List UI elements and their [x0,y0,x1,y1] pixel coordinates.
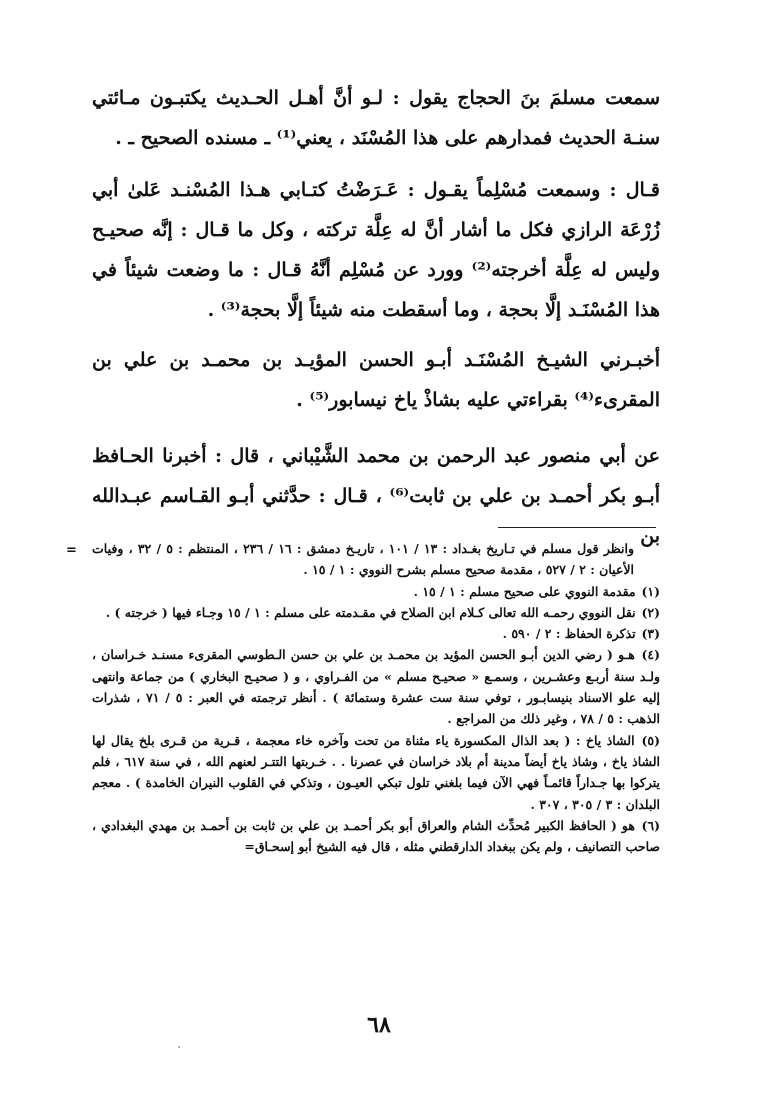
main-paragraph-3: أخبـرني الشيـخ المُسْنَـد أبـو الحسن المؤيـد بن محمـد بن علي بن المقرىء⁽⁴⁾ بقراءتي عليه بشاذْ ياخ نيسابور⁽⁵⁾ . [92,349,660,411]
footnote-continuation-text: وانظر قول مسلم في تـاريخ بغـداد : ١٣ / ١٠١ ، تاريـخ دمشق : ١٦ / ٢٣٦ ، المنتظم : ٥ / ٣٢ ، وفيات الأعيان : ٢ / ٥٢٧ ، مقدمة صحيح مسلم بشرح النووي : ١ / ١٥ . [92,541,634,578]
footnote-1 [92,581,660,602]
footnote-3 [92,623,660,644]
continuation-mark: = [66,543,77,558]
main-paragraph-1: سمعت مسلمَ بنَ الحجاج يقول : لـو أنَّ أهـل الحـديث يكتبـون مـائتي سنـة الحديث فمدارهم على هذا المُسْنَد ، يعني⁽¹⁾ ـ مسنده الصحيح ـ . [92,87,660,149]
footnotes [66,538,661,857]
footnote-number: (٢) [641,604,660,620]
footnote-text: هـو ( رضي الدين أبـو الحسن المؤيد بن محمـد بن علي بن حسن الـطوسي المقرىء مسنـد خـراسان ، ولـد سنة أربـع وعشـرين ، وسمـع « صحيـح مسلم » من الفـراوي ، و ( صحيـح البخاري ) من جماعة وانتهى إليه علو الاسناد بنيسابـور ، توفي سنة ست عشرة وستمائة ) . أنظر ترجمته في العبر : ٥ / ٧١ ، شذرات الذهب : ٥ / ٧٨ ، وغير ذلك من المراجع . [92,647,660,727]
page-number: ٦٨ [367,1012,391,1038]
footnote-text: نقل النووي رحمـه الله تعالى كـلام ابن الصلاح في مقـدمته على مسلم : ١ / ١٥ وجـاء فيها ( خرجته ) . [105,604,636,620]
footnote-number: (٣) [641,626,660,642]
footnote-5 [92,730,660,815]
footnote-number: (٤) [641,647,660,663]
footnote-text: هو ( الحافظ الكبير مُحدِّث الشام والعراق أبو بكر أحمـد بن علي بن ثابت بن أحمـد بن مهدي البغدادي ، صاحب التصانيف ، ولم يكن ببغداد الدارقطني مثله ، قال فيه الشيخ أبو إسحـاق= [92,817,660,855]
footnote-continuation [66,538,660,581]
footnote-text: تذكرة الحفاظ : ٢ / ٥٩٠ . [502,626,636,642]
footnote-number: (٥) [641,732,661,748]
footnote-6 [92,815,660,858]
footnote-text: مقدمة النووي على صحيح مسلم : ١ / ١٥ . [413,583,636,599]
footnote-2 [92,602,660,623]
footnote-number: (٦) [641,817,660,833]
footnote-4 [92,644,660,729]
footnote-number: (١) [641,583,660,599]
footnote-separator [498,527,656,528]
scan-speck [178,1046,180,1048]
footnote-text: الشاذ ياخ : ( بعد الذال المكسورة ياء مثناة من تحت وآخره خاء معجمة ، قـرية من قـرى بلخ يقال لها الشاذ ياخ ، وشاذ ياخ أيضاً مدينة أم بلاد خراسان في عصرنا . . خـربتها التتـر لعنهم الله ، في سنة ٦١٧ ، فلم يتركوا بها جـداراً قائمـاً فهي الآن فيما بلغني تلول تبكي العيـون ، وتذكي في القلوب النيران الخامدة ) . معجم البلدان : ٣ / ٣٠٥ ، ٣٠٧ . [92,732,660,812]
main-paragraph-4: عن أبي منصور عبد الرحمن بن محمد الشَّيْباني ، قال : أخبرنا الحـافظ أبـو بكر أحمـد بن علي بن ثابت⁽⁶⁾ ، قـال : حدَّثني أبـو القـاسم عبـدالله بن [92,445,660,547]
main-paragraph-2: قـال : وسمعت مُسْلِماً يقـول : عَـرَضْتُ كتـابي هـذا المُسْنـد عَلىٰ أبي زُرْعَة الرازي فكل ما أشار أنَّ له عِلَّة تركته ، وكل ما قـال : إنَّه صحيـح وليس له عِلَّة أخرجته⁽²⁾ وورد عن مُسْلِم أنَّهُ قـال : ما وضعت شيئاً في هذا المُسْنَـد إلَّا بحجة ، وما أسقطت منه شيئاً إلَّا بحجة⁽³⁾ . [92,179,661,321]
